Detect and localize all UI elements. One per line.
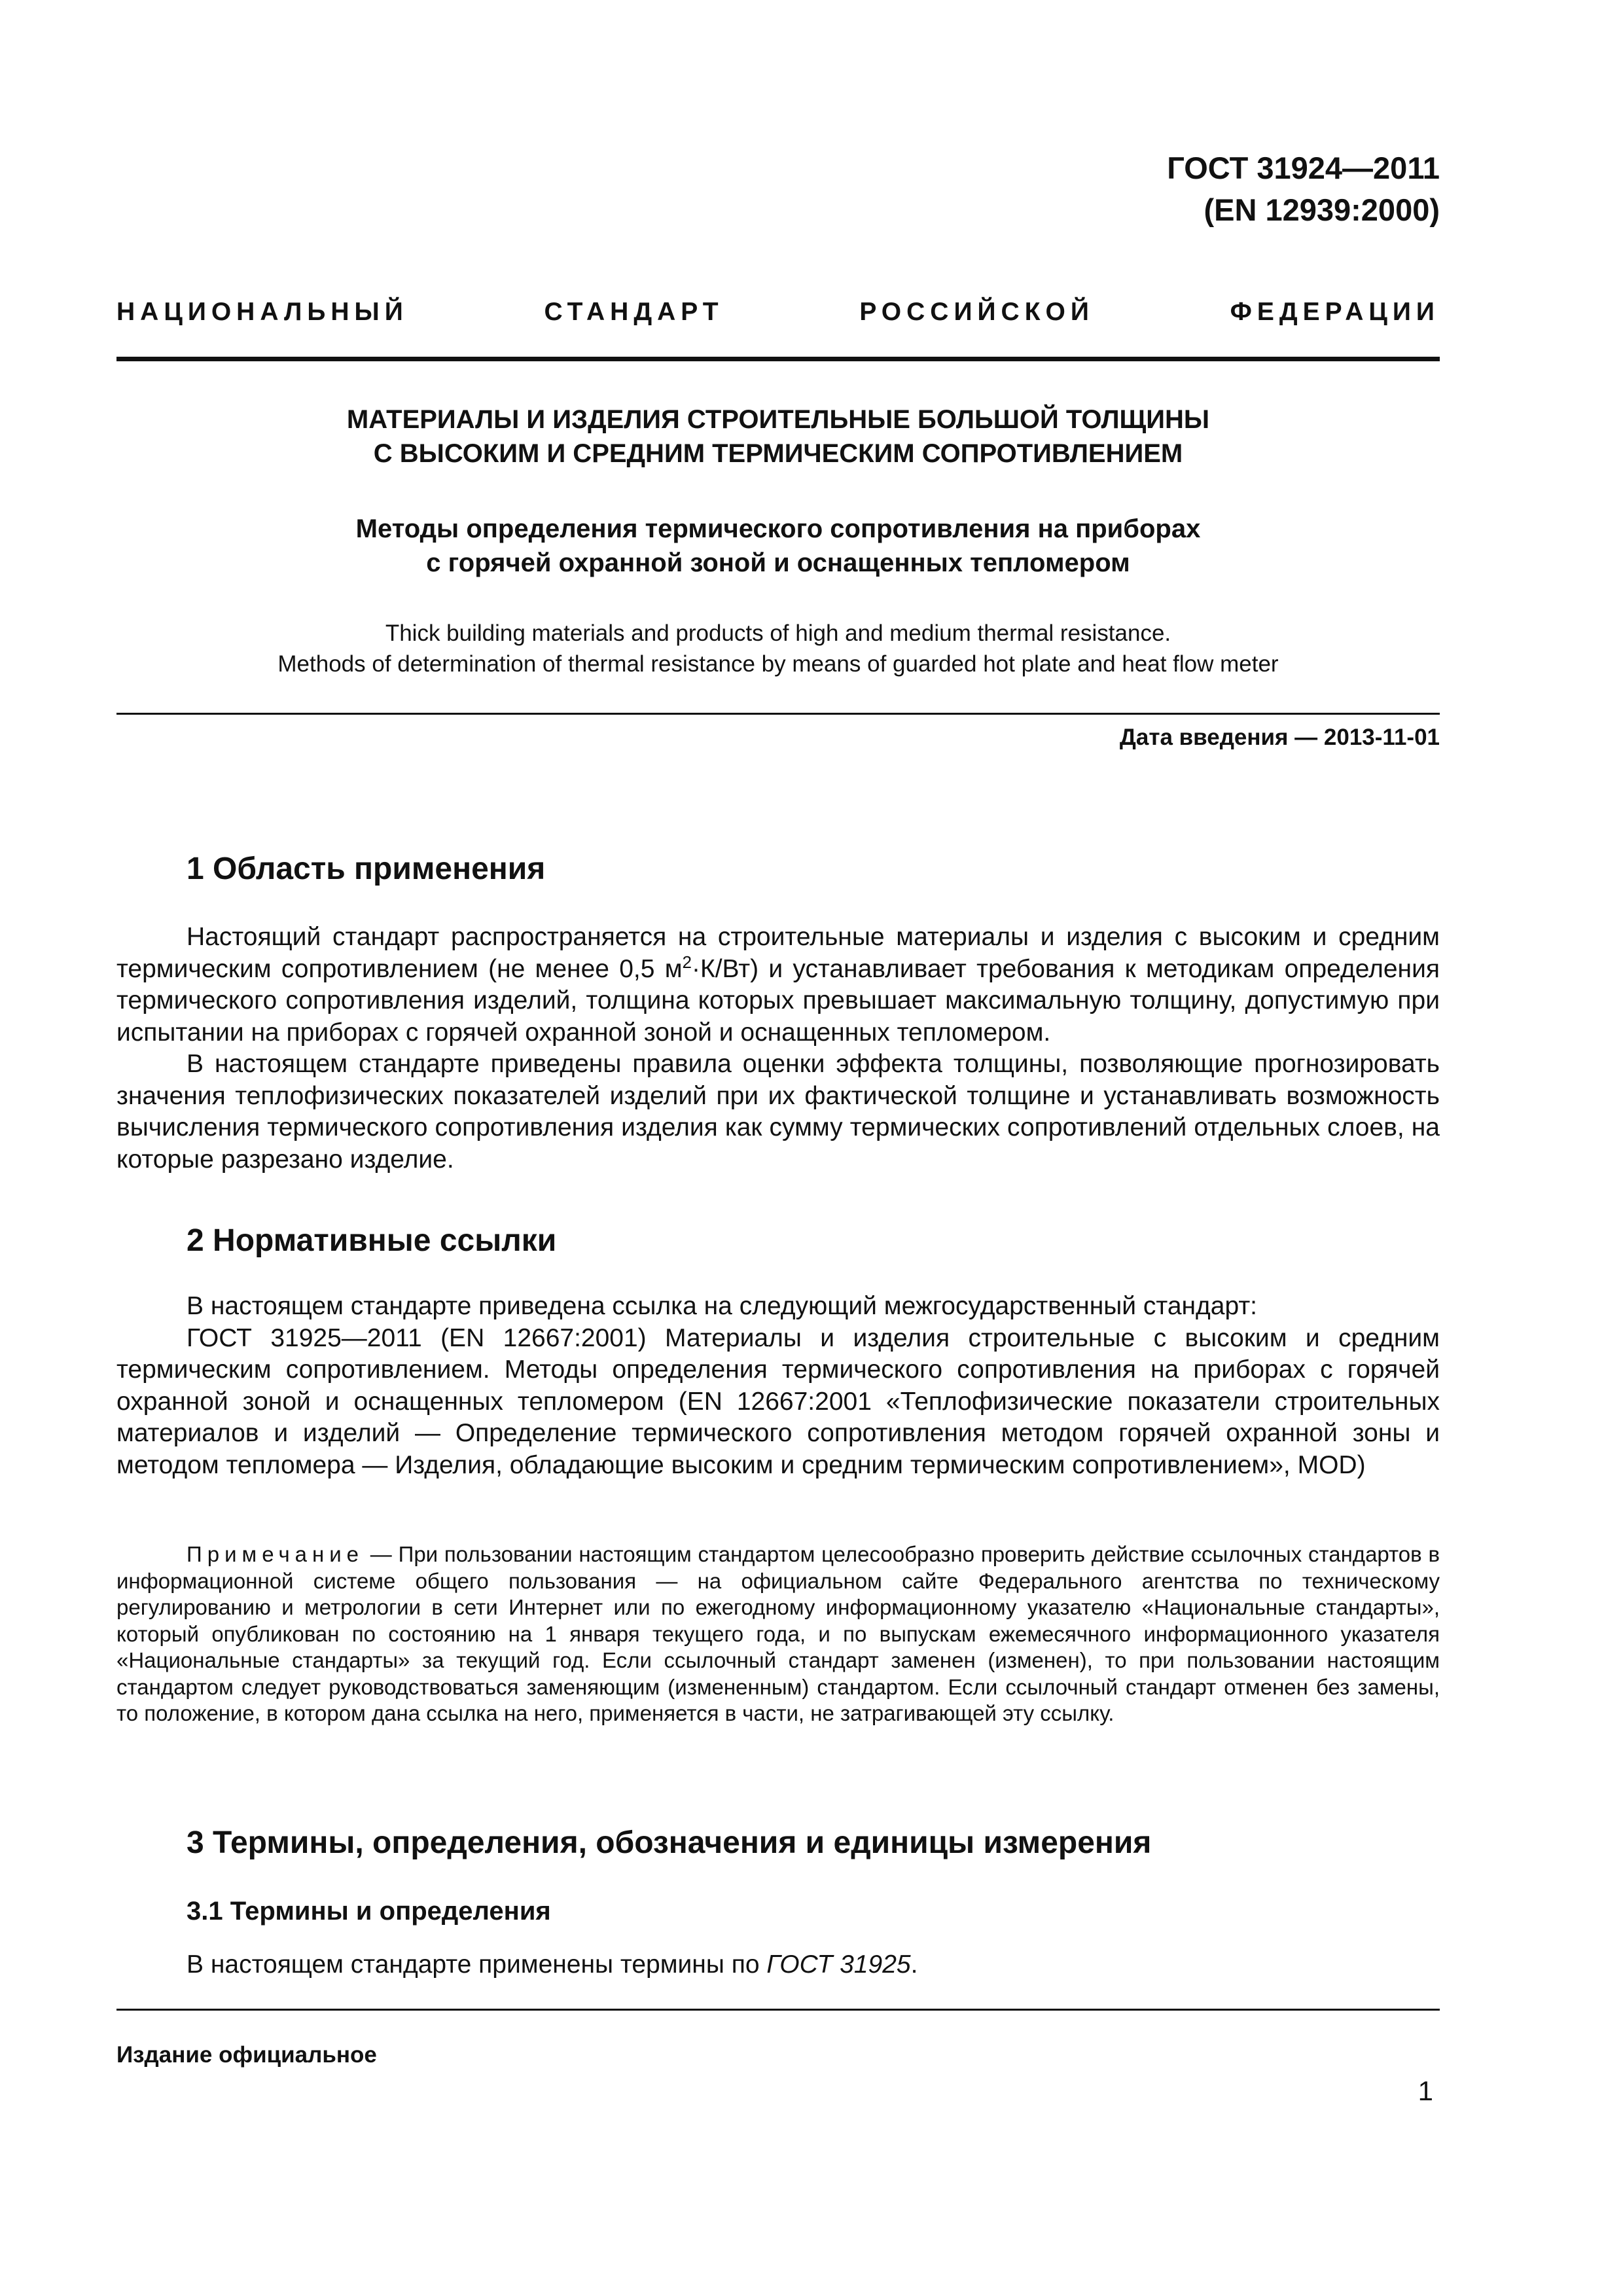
paragraph: В настоящем стандарте приведена ссылка на следующий межгосударственный стандарт:: [187, 1292, 1258, 1320]
paragraph-text: Настоящий стандарт распространяется на строительные материалы и изделия с высоким и средним термическим сопротивлением (не менее 0,5 м: [116, 923, 1440, 983]
section-3-heading: 3 Термины, определения, обозначения и единицы измерения: [187, 1825, 1152, 1860]
paragraph: В настоящем стандарте приведены правила оценки эффекта толщины, позволяющие прогнозировать значения теплофизических показателей изделий при их фактической толщине и устанавливать возможность вычисления термического сопротивления изделия как сумму термических сопротивлений отдельных слоев, на которые разрезано изделие.: [116, 1050, 1440, 1174]
superscript: 2: [682, 952, 692, 972]
section-1-body: [116, 922, 1440, 1175]
subtitle-line-2: с горячей охранной зоной и оснащенных тепломером: [426, 548, 1130, 577]
title-line-1: МАТЕРИАЛЫ И ИЗДЕЛИЯ СТРОИТЕЛЬНЫЕ БОЛЬШОЙ ТОЛЩИНЫ: [346, 405, 1210, 434]
introduction-date: Дата введения — 2013-11-01: [1119, 725, 1440, 750]
section-2-body: [116, 1291, 1440, 1481]
paragraph-text: ·К/Вт) и устанавливает требования к методикам определения термического сопротивления изделий, толщина которых превышает максимальную толщину, допустимую при испытании на приборах с горячей охранной зоной и оснащенных тепломером.: [116, 954, 1440, 1047]
national-standard-banner: [116, 298, 1440, 327]
note-text: — При пользовании настоящим стандартом целесообразно проверить действие ссылочных стандартов в информационной системе общего пользования — на официальном сайте Федерального агентства по техническому регулированию и метрологии в сети Интернет или по ежегодному информационному указателю «Национальные стандарты», который опубликован по состоянию на 1 января текущего года, и по выпускам ежемесячного информационного указателя «Национальные стандарты» за текущий год. Если ссылочный стандарт заменен (изменен), то при пользовании настоящим стандартом следует руководствоваться заменяющим (измененным) стандартом. Если ссылочный стандарт отменен без замены, то положение, в котором дана ссылка на него, применяется в части, не затрагивающей эту ссылку.: [116, 1542, 1440, 1725]
banner-word: НАЦИОНАЛЬНЫЙ: [116, 298, 408, 326]
section-3-body: [116, 1949, 1440, 1981]
title-line-2: С ВЫСОКИМ И СРЕДНИМ ТЕРМИЧЕСКИМ СОПРОТИВЛЕНИЕМ: [373, 439, 1183, 468]
paragraph: ГОСТ 31925—2011 (EN 12667:2001) Материалы и изделия строительные с высоким и средним термическим сопротивлением. Методы определения термического сопротивления на приборах с горячей охранной зоной и оснащенных тепломером (EN 12667:2001 «Теплофизические показатели строительных материалов и изделий — Определение термического сопротивления методом горячей охранной зоны и методом тепломера — Изделия, обладающие высоким и средним термическим сопротивлением», MOD): [116, 1323, 1440, 1479]
subtitle-line-1: Методы определения термического сопротивления на приборах: [355, 514, 1201, 543]
note-block: [116, 1541, 1440, 1727]
english-title-line-2: Methods of determination of thermal resistance by means of guarded hot plate and heat flow meter: [277, 651, 1279, 677]
page-number: 1: [1418, 2075, 1433, 2106]
banner-word: ФЕДЕРАЦИИ: [1230, 298, 1440, 326]
note-label: Примечание: [187, 1542, 365, 1566]
document-title: [116, 403, 1440, 471]
section-2-heading: 2 Нормативные ссылки: [187, 1223, 557, 1258]
document-subtitle: [116, 512, 1440, 580]
paragraph-text: В настоящем стандарте применены термины по: [187, 1950, 767, 1979]
standard-designation: [1167, 147, 1440, 231]
edition-label: Издание официальное: [116, 2042, 377, 2068]
banner-word: СТАНДАРТ: [544, 298, 724, 326]
footer-divider: [116, 2009, 1440, 2011]
header-divider: [116, 357, 1440, 361]
english-title-line-1: Thick building materials and products of high and medium thermal resistance.: [385, 620, 1171, 646]
paragraph-text: .: [910, 1950, 918, 1979]
subsection-3-1-heading: 3.1 Термины и определения: [187, 1897, 551, 1926]
section-1-heading: 1 Область применения: [187, 852, 546, 886]
designation-line-1: ГОСТ 31924—2011: [1167, 151, 1440, 185]
standard-reference: ГОСТ 31925: [766, 1950, 911, 1979]
banner-word: РОССИЙСКОЙ: [859, 298, 1094, 326]
designation-line-2: (EN 12939:2000): [1204, 192, 1440, 227]
title-divider: [116, 713, 1440, 715]
paragraph: [116, 1949, 1440, 1981]
paragraph: [116, 922, 1440, 1049]
english-title: [116, 618, 1440, 679]
note-paragraph: [116, 1541, 1440, 1727]
